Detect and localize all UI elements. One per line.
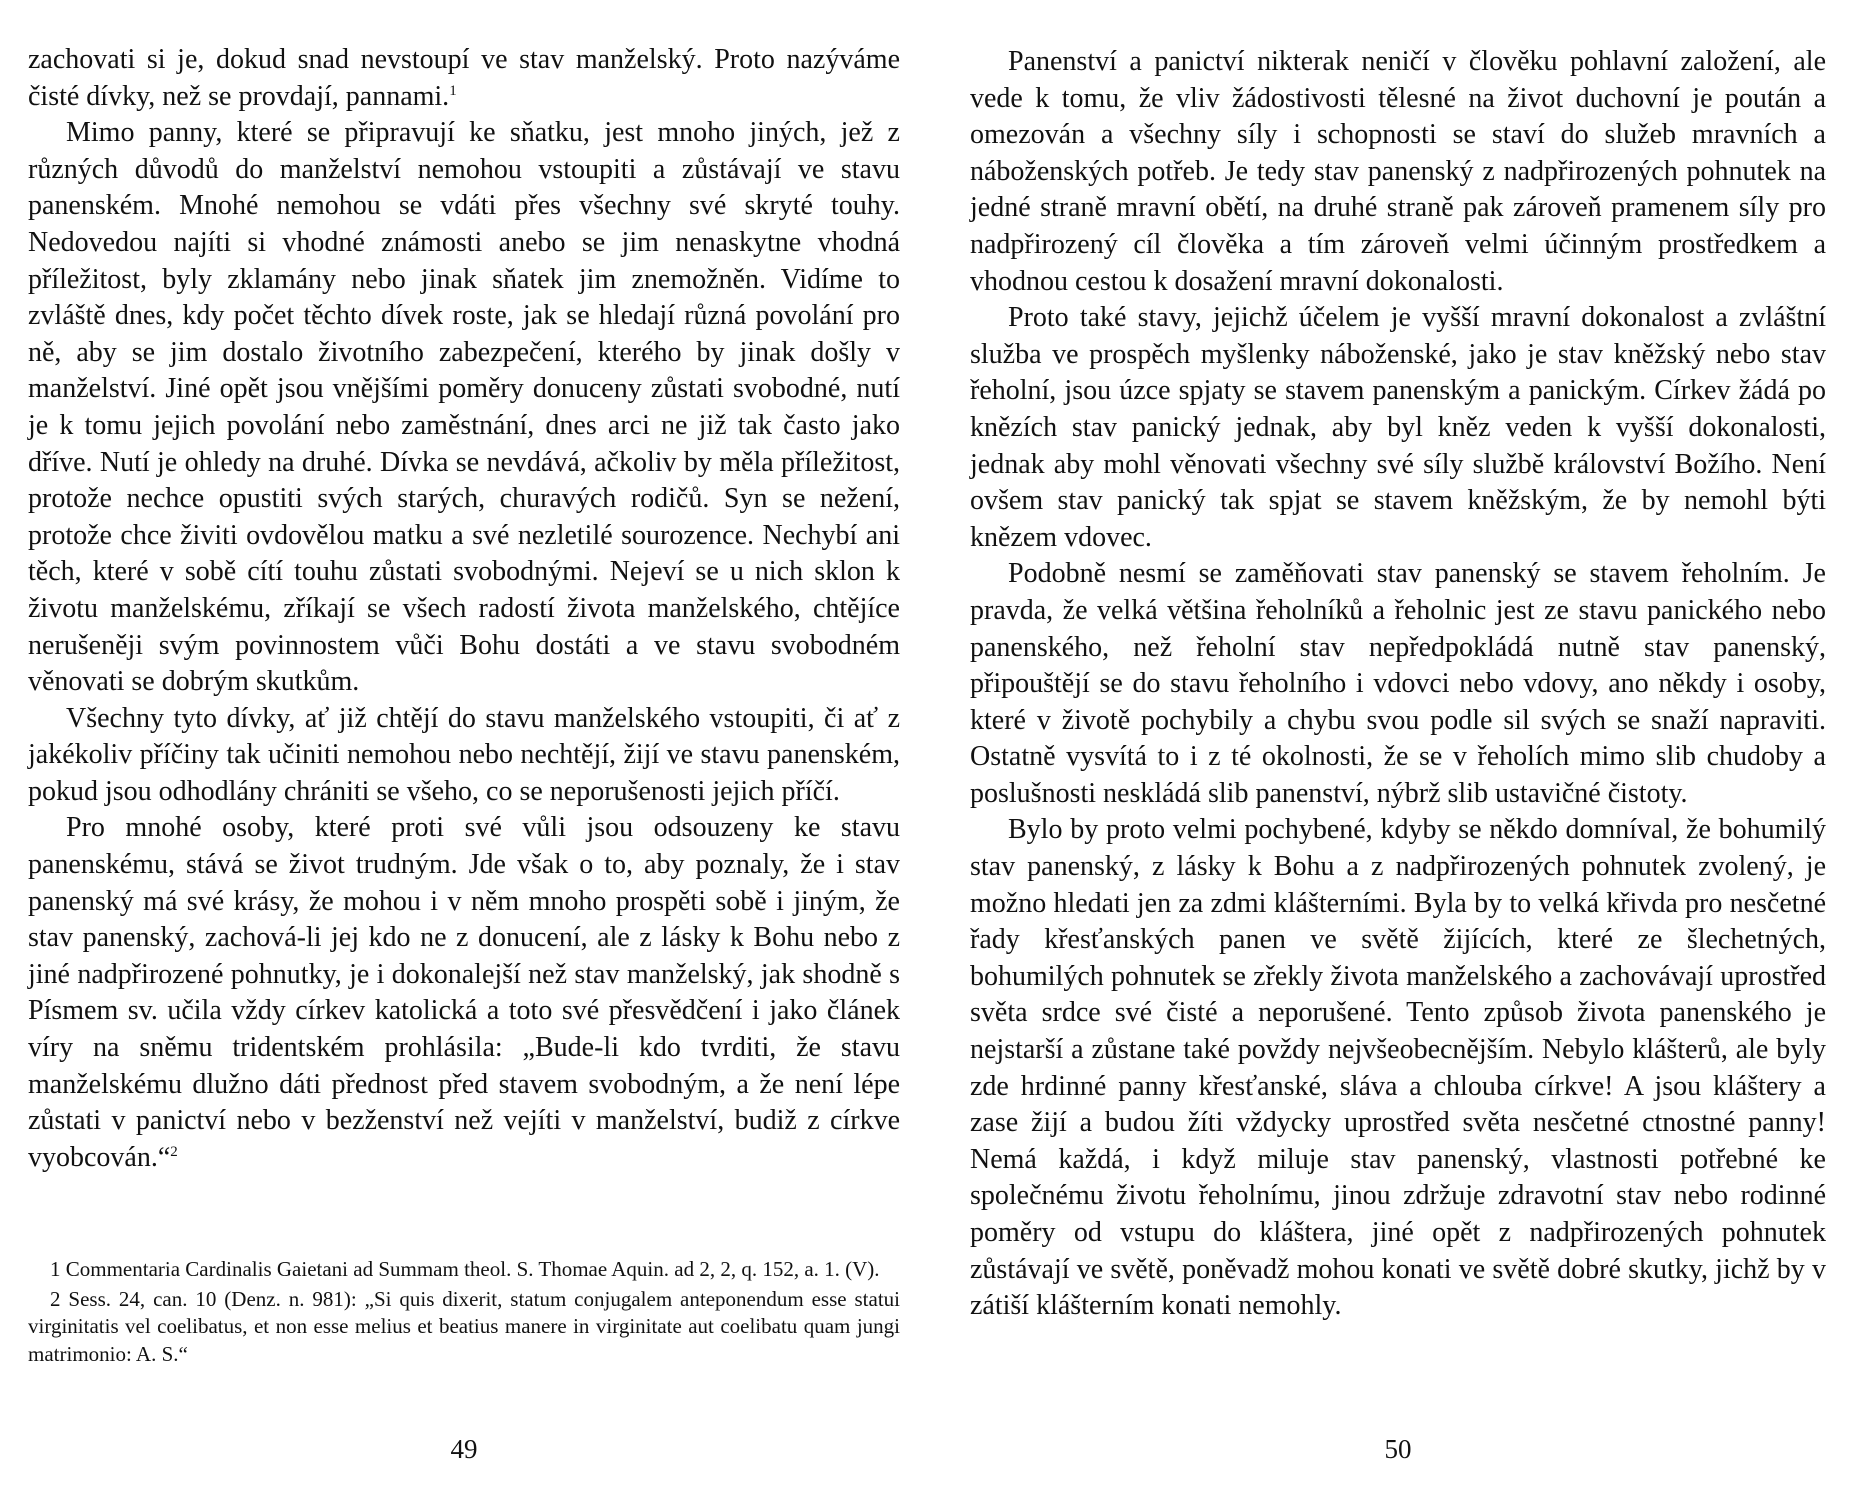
- left-page-body: [28, 42, 900, 1176]
- right-page: [970, 0, 1826, 1500]
- page-number: 50: [1384, 1434, 1412, 1464]
- paragraph: Proto také stavy, jejichž účelem je vyšší mravní dokonalost a zvláštní služba ve prospěch myšlenky náboženské, jako je stav kněžský nebo stav řeholní, jsou úzce spjaty se stavem panenským a panickým. Církev žádá po knězích stav panický jednak, aby byl kněz veden k vyšší dokonalosti, jednak aby mohl věnovati všechny své síly službě království Božího. Není ovšem stav panický tak spjat se stavem kněžským, že by nemohl býti knězem vdovec.: [970, 302, 1826, 553]
- footnote-ref: 1: [449, 82, 457, 99]
- paragraph: Podobně nesmí se zaměňovati stav panenský se stavem řeholním. Je pravda, že velká většina řeholníků a řeholnic jest ze stavu panického nebo panenského, než řeholní stav nepředpokládá nutně stav panenský, připouštějí se do stavu řeholního i vdovci nebo vdovy, ano někdy i osoby, které v životě pochybily a chybu svou podle sil svých se snaží napraviti. Ostatně vysvítá to i z té okolnosti, že se v řeholích mimo slib chudoby a poslušnosti neskládá slib panenství, nýbrž slib ustavičné čistoty.: [970, 558, 1826, 809]
- paragraph: Panenství a panictví nikterak neničí v člověku pohlavní založení, ale vede k tomu, že vliv žádostivosti tělesné na život duchovní je poután a omezován a všechny síly i schopnosti se staví do služeb mravních a náboženských potřeb. Je tedy stav panenský z nadpřirozených pohnutek na jedné straně mravní obětí, na druhé straně pak zároveň pramenem síly pro nadpřirozený cíl člověka a tím zároveň velmi účinným prostředkem a vhodnou cestou k dosažení mravní dokonalosti.: [970, 46, 1826, 297]
- left-page: [28, 0, 900, 1500]
- paragraph: Všechny tyto dívky, ať již chtějí do stavu manželského vstoupiti, či ať z jakékoliv příčiny tak učiniti nemohou nebo nechtějí, žijí ve stavu panenském, pokud jsou odhodlány chrániti se všeho, co se neporušenosti jejich příčí.: [28, 702, 900, 807]
- paragraph: zachovati si je, dokud snad nevstoupí ve stav manželský. Proto nazýváme čisté dívky, než se provdají, pannami.$^1$: [28, 44, 900, 112]
- paragraph: Pro mnohé osoby, které proti své vůli jsou odsouzeny ke stavu panenskému, stává se život trudným. Jde však o to, aby poznaly, že i stav panenský má své krásy, že mohou i v něm mnoho prospěti sobě i jiným, že stav panenský, zachová-li jej kdo ne z donucení, ale z lásky k Bohu nebo z jiné nadpřirozené pohnutky, je i dokonalejší než stav manželský, jak shodně s Písmem sv. učila vždy církev katolická a toto své přesvědčení i jako článek víry na sněmu tridentském prohlásila: „Bude-li kdo tvrditi, že stavu manželskému dlužno dáti přednost před stavem svobodným, a že není lépe zůstati v panictví nebo v bezženství než vejíti v manželství, budiž z církve vyobcován.“$^2$: [28, 812, 900, 1173]
- page-number: 49: [450, 1434, 478, 1464]
- paragraph: Bylo by proto velmi pochybené, kdyby se někdo domníval, že bohumilý stav panenský, z lásky k Bohu a z nadpřirozených pohnutek zvolený, je možno hledati jen za zdmi klášterními. Byla by to velká křivda pro nesčetné řady křesťanských panen ve světě žijících, které ze šlechetných, bohumilých pohnutek se zřekly života manželského a zachovávají uprostřed světa srdce své čisté a neporušené. Tento způsob života panenského je nejstarší a zůstane také povždy nejvšeobecnějším. Nebylo klášterů, ale byly zde hrdinné panny křesťanské, sláva a chlouba církve! A jsou kláštery a zase žijí a budou žíti vždycky uprostřed světa nesčetné ctnostné panny! Nemá každá, i když miluje stav panenský, vlastnosti potřebné ke společnému životu řeholnímu, jinou zdržuje zdravotní stav nebo rodinné poměry od vstupu do kláštera, jiné opět z nadpřirozených pohnutek zůstávají ve světě, poněvadž mohou konati ve světě dobré skutky, jichž by v zátiší klášterním konati nemohly.: [970, 814, 1826, 1322]
- footnote-ref: 2: [170, 1143, 178, 1160]
- footnote: 2 Sess. 24, can. 10 (Denz. n. 981): „Si quis dixerit, statum conjugalem anteponendum esse statui virginitatis vel coelibatus, et non esse melius et beatius manere in virginitate aut coelibatu quam jungi matrimonio: A. S.“: [28, 1286, 900, 1366]
- right-page-body: [970, 44, 1826, 1325]
- paragraph: Mimo panny, které se připravují ke sňatku, jest mnoho jiných, jež z různých důvodů do manželství nemohou vstoupiti a zůstávají ve stavu panenském. Mnohé nemohou se vdáti přes všechny své skryté touhy. Nedovedou najíti si vhodné známosti anebo se jim nenaskytne vhodná příležitost, byly zklamány nebo jinak sňatek jim znemožněn. Vidíme to zvláště dnes, kdy počet těchto dívek roste, jak se hledají různá povolání pro ně, aby se jim dostalo životního zabezpečení, kterého by jinak došly v manželství. Jiné opět jsou vnějšími poměry donuceny zůstati svobodné, nutí je k tomu jejich povolání nebo zaměstnání, dnes arci ne již tak často jako dříve. Nutí je ohledy na druhé. Dívka se nevdává, ačkoliv by měla příležitost, protože nechce opustiti svých starých, churavých rodičů. Syn se nežení, protože chce živiti ovdovělou matku a své nezletilé sourozence. Nechybí ani těch, které v sobě cítí touhu zůstati svobodnými. Nejeví se u nich sklon k životu manželskému, zříkají se všech radostí života manželského, chtějíce nerušeněji svým povinnostem vůči Bohu dostáti a ve stavu svobodném věnovati se dobrým skutkům.: [28, 117, 900, 698]
- footnotes: [28, 1256, 900, 1368]
- footnote: 1 Commentaria Cardinalis Gaietani ad Summam theol. S. Thomae Aquin. ad 2, 2, q. 152, a. 1. (V).: [50, 1257, 880, 1281]
